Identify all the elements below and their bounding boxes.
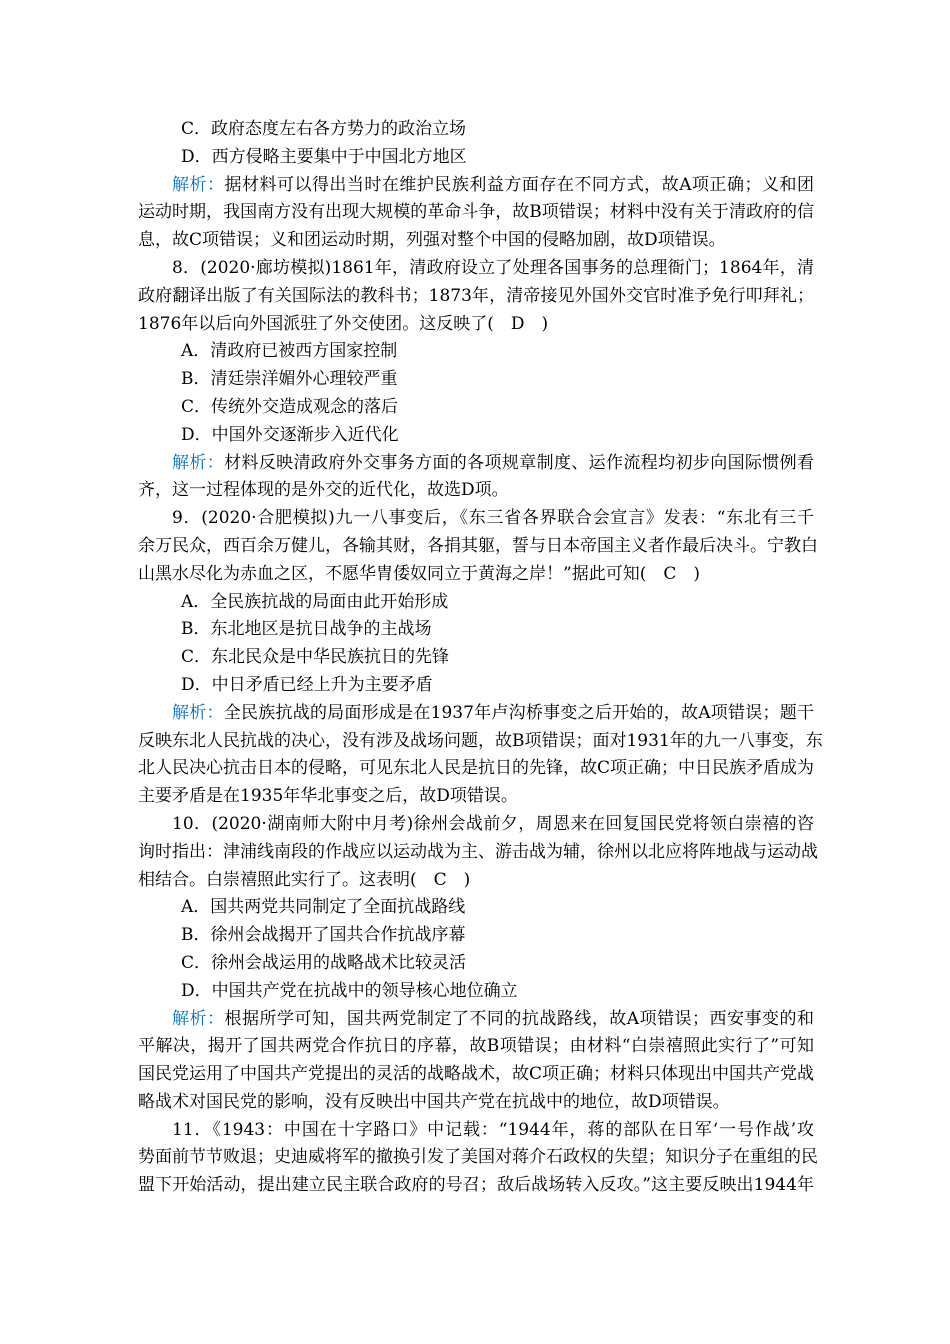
q11-stem-line-2: 势面前节节败退；史迪威将军的撤换引发了美国对蒋介石政权的失望；知识分子在重组的民 <box>138 1147 818 1168</box>
q8-analysis-line-2: 齐，这一过程体现的是外交的近代化，故选D项。 <box>138 480 509 501</box>
q8-stem-line-3: 1876年以后向外国派驻了外交使团。这反映了( D ) <box>138 313 549 334</box>
q10-analysis-line-1: 解析：根据所学可知，国共两党制定了不同的抗战路线，故A项错误；西安事变的和 <box>172 1008 815 1029</box>
q8-stem-line-2: 政府翻译出版了有关国际法的教科书；1873年，清帝接见外国外交官时准予免行叩拜礼； <box>138 285 814 306</box>
q9-stem-line-1: 9．(2020·合肥模拟)九一八事变后，《东三省各界联合会宣言》发表：“东北有三千 <box>172 508 814 529</box>
q9-analysis-line-3: 北人民决心抗击日本的侵略，可见东北人民是抗日的先锋，故C项正确；中日民族矛盾成为 <box>138 758 815 779</box>
q9-stem-line-2: 余万民众，西百余万健儿，各输其财，各捐其躯，誓与日本帝国主义者作最后决斗。宁教白 <box>138 535 818 556</box>
q7-analysis-line-3: 息，故C项错误；义和团运动时期，列强对整个中国的侵略加剧，故D项错误。 <box>138 230 726 251</box>
q9-analysis-label: 解析： <box>172 702 224 723</box>
q10-option-b: B．徐州会战揭开了国共合作抗战序幕 <box>181 925 466 946</box>
q8-analysis-line-1: 解析：材料反映清政府外交事务方面的各项规章制度、运作流程均初步向国际惯例看 <box>172 452 815 473</box>
q10-analysis-line-2: 平解决，揭开了国共两党合作抗日的序幕，故B项错误；由材料“白崇禧照此实行了”可知 <box>138 1036 814 1057</box>
q8-stem-line-1: 8．(2020·廊坊模拟)1861年，清政府设立了处理各国事务的总理衙门；1864年，清 <box>172 257 814 278</box>
q10-analysis-label: 解析： <box>172 1008 225 1029</box>
q11-stem-line-1: 11．《1943：中国在十字路口》中记载：“1944年，蒋的部队在日军‘一号作战’攻 <box>172 1119 814 1140</box>
q10-option-d: D．中国共产党在抗战中的领导核心地位确立 <box>181 980 518 1001</box>
q7-analysis-label: 解析： <box>172 174 225 195</box>
q8-option-d: D．中国外交逐渐步入近代化 <box>181 424 399 445</box>
document-content <box>138 116 823 1200</box>
q10-stem-line-1: 10．(2020·湖南师大附中月考)徐州会战前夕，周恩来在回复国民党将领白崇禧的咨 <box>172 813 814 834</box>
q7-analysis-line-2: 运动时期，我国南方没有出现大规模的革命斗争，故B项错误；材料中没有关于清政府的信 <box>138 202 814 223</box>
q10-stem-line-3: 相结合。白崇禧照此实行了。这表明( C ) <box>138 869 471 890</box>
q9-option-d: D．中日矛盾已经上升为主要矛盾 <box>181 674 433 695</box>
q10-analysis-line-3: 国民党运用了中国共产党提出的灵活的战略战术，故C项正确；材料只体现出中国共产党战 <box>138 1064 815 1085</box>
q7-option-d: D．西方侵略主要集中于中国北方地区 <box>181 146 467 167</box>
q7-analysis-line-1: 解析：据材料可以得出当时在维护民族利益方面存在不同方式，故A项正确；义和团 <box>172 174 815 195</box>
q9-analysis-line-1: 解析：全民族抗战的局面形成是在1937年卢沟桥事变之后开始的，故A项错误；题干 <box>172 702 815 723</box>
q8-option-b: B．清廷崇洋媚外心理较严重 <box>181 369 398 390</box>
q11-stem-line-3: 盟下开始活动，提出建立民主联合政府的号召；敌后战场转入反攻。”这主要反映出1944年 <box>138 1175 814 1196</box>
q7-option-c: C．政府态度左右各方势力的政治立场 <box>181 119 467 139</box>
q9-option-a: A．全民族抗战的局面由此开始形成 <box>181 591 449 612</box>
q9-analysis-line-4: 主要矛盾是在1935年华北事变之后，故D项错误。 <box>138 786 518 807</box>
q9-option-b: B．东北地区是抗日战争的主战场 <box>181 619 432 640</box>
q10-option-c: C．徐州会战运用的战略战术比较灵活 <box>181 952 467 973</box>
q9-option-c: C．东北民众是中华民族抗日的先锋 <box>181 647 450 668</box>
q10-analysis-line-4: 略战术对国民党的影响，没有反映出中国共产党在抗战中的地位，故D项错误。 <box>138 1091 730 1112</box>
q10-stem-line-2: 询时指出：津浦线南段的作战应以运动战为主、游击战为辅，徐州以北应将阵地战与运动战 <box>138 841 818 862</box>
q8-option-a: A．清政府已被西方国家控制 <box>181 341 398 362</box>
q9-analysis-line-2: 反映东北人民抗战的决心，没有涉及战场问题，故B项错误；面对1931年的九一八事变，东 <box>138 730 823 751</box>
q8-analysis-label: 解析： <box>172 452 225 473</box>
q10-option-a: A．国共两党共同制定了全面抗战路线 <box>181 897 466 918</box>
q8-option-c: C．传统外交造成观念的落后 <box>181 396 399 417</box>
q9-stem-line-3: 山黑水尽化为赤血之区，不愿华胄倭奴同立于黄海之岸！”据此可知( C ) <box>138 563 700 584</box>
